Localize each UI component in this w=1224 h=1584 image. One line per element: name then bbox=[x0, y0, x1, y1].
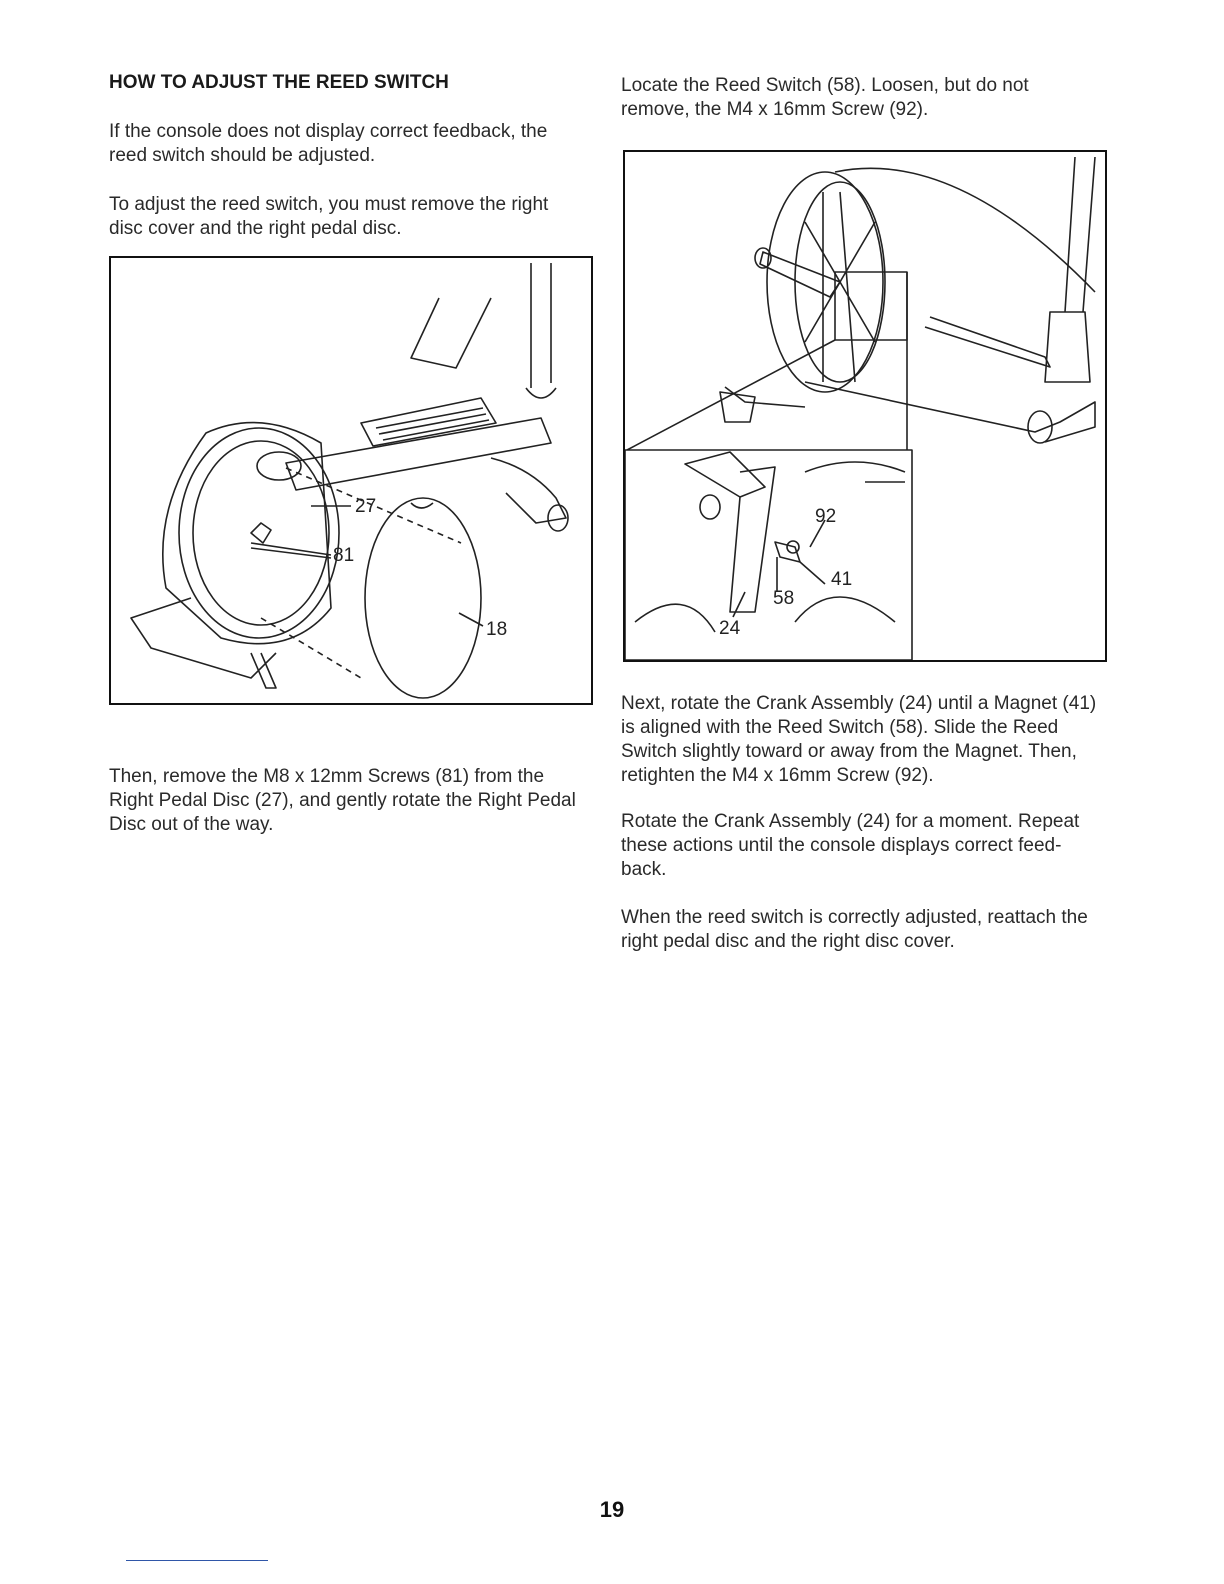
right-paragraph-1: Locate the Reed Switch (58). Loosen, but do not remove, the M4 x 16mm Screw (92). bbox=[621, 75, 1029, 120]
figure-disc-cover-removal bbox=[109, 256, 593, 705]
callout-18: 18 bbox=[486, 619, 508, 640]
callout-27: 27 bbox=[355, 496, 377, 517]
left-paragraph-4: Then, remove the M8 x 12mm Screws (81) from the Right Pedal Disc (27), and gently rotate the Right Pedal Disc out of the way. bbox=[109, 766, 576, 835]
callout-24: 24 bbox=[719, 618, 741, 639]
figure-reed-switch bbox=[623, 150, 1107, 662]
callout-92: 92 bbox=[815, 506, 837, 527]
section-heading: HOW TO ADJUST THE REED SWITCH bbox=[109, 72, 449, 93]
right-paragraph-2: Next, rotate the Crank Assembly (24) until a Magnet (41) is aligned with the Reed Switch (58). Slide the Reed Switch slightly toward or away from the Magnet. Then, retighten the M4 x 16mm Screw (92). bbox=[621, 693, 1097, 786]
footer-rule bbox=[126, 1560, 268, 1561]
disc-cover-illustration bbox=[111, 258, 591, 703]
callout-81: 81 bbox=[333, 545, 355, 566]
callout-41: 41 bbox=[831, 569, 853, 590]
page-number: 19 bbox=[599, 1497, 625, 1522]
left-paragraph-2: To adjust the reed switch, you must remove the right disc cover and the right pedal disc. bbox=[109, 194, 549, 239]
callout-58: 58 bbox=[773, 588, 795, 609]
right-paragraph-3: Rotate the Crank Assembly (24) for a moment. Repeat these actions until the console displays correct feed-back. bbox=[621, 811, 1080, 880]
right-paragraph-4: When the reed switch is correctly adjusted, reattach the right pedal disc and the right disc cover. bbox=[621, 907, 1088, 952]
reed-switch-illustration bbox=[625, 152, 1105, 660]
left-paragraph-1: If the console does not display correct feedback, the reed switch should be adjusted. bbox=[109, 121, 548, 166]
